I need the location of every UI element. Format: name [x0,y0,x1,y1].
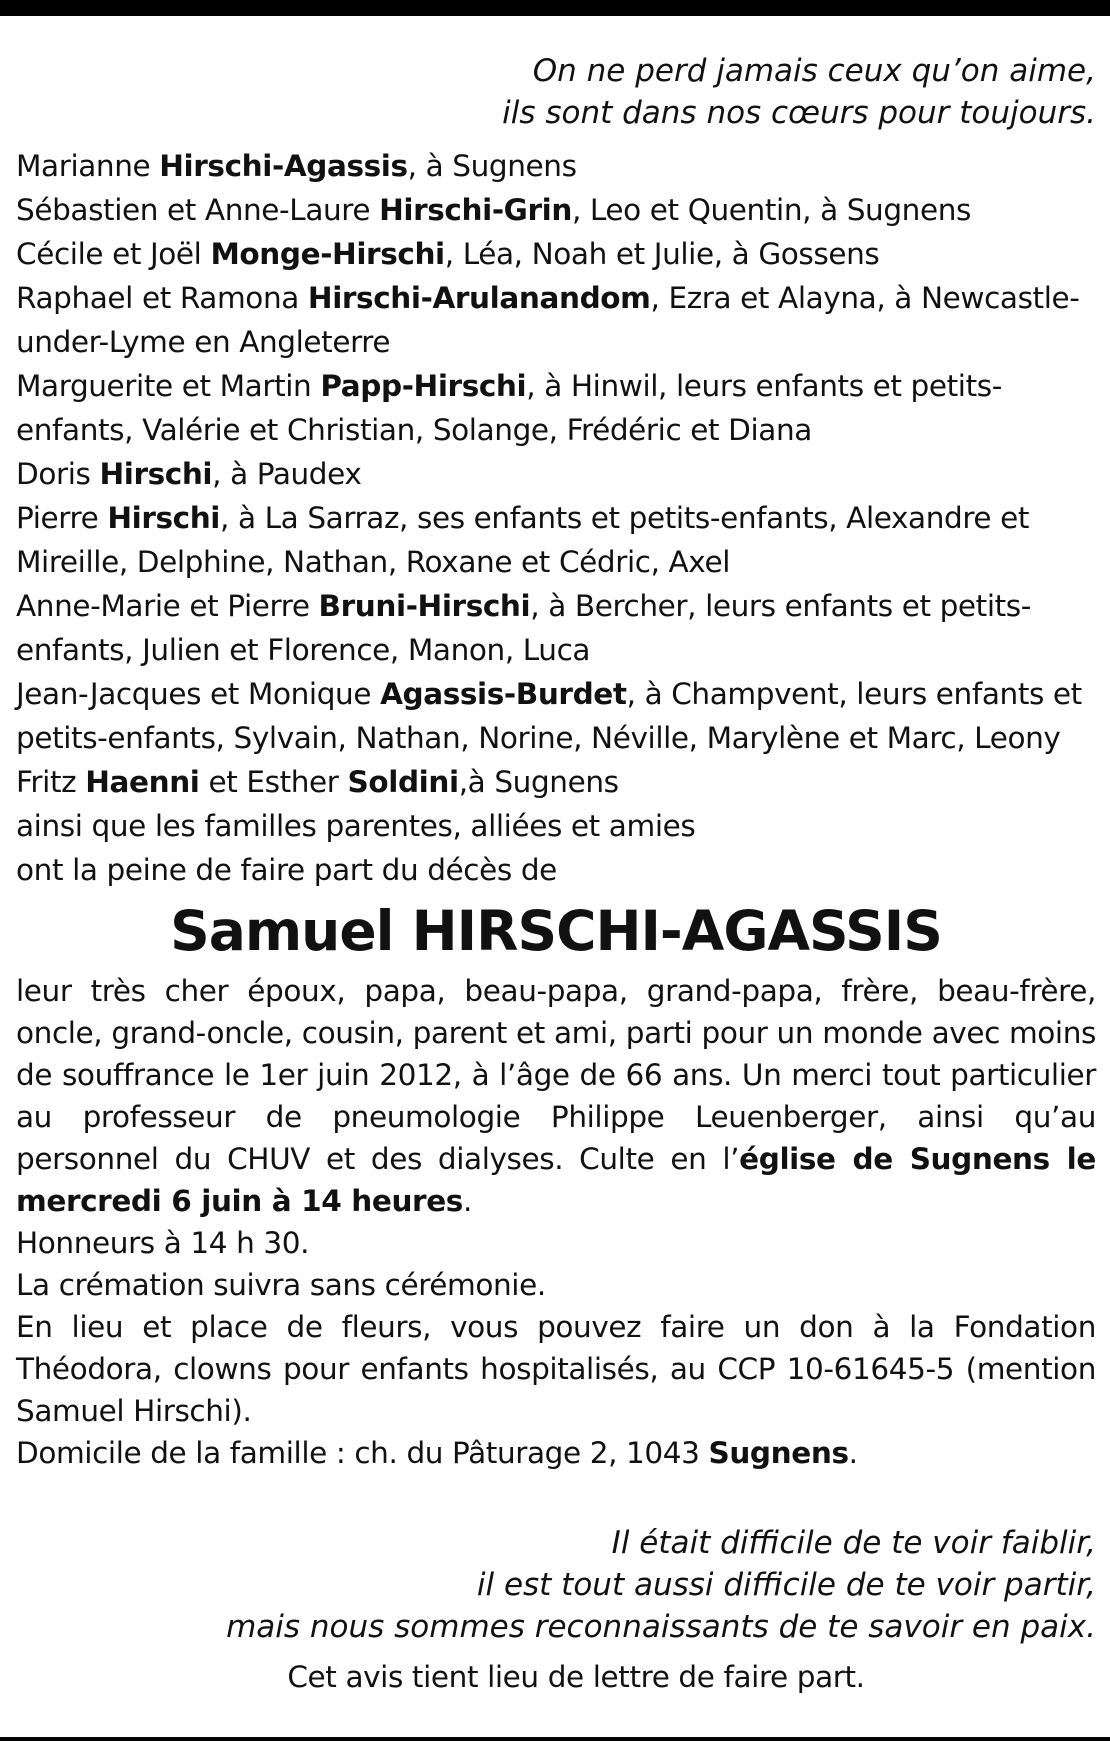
family-surname: Haenni [85,765,200,799]
ceremony-details: église de Sugnens le mercredi 6 juin à 14 heures [16,1142,1096,1218]
announcement-line: ont la peine de faire part du décès de [16,853,557,887]
family-surname: Hirschi-Arulanandom [307,281,651,315]
obituary-notice [16,50,1096,1698]
family-surname: Hirschi [99,457,213,491]
tribute-paragraph: leur très cher époux, papa, beau-papa, grand-papa, frère, beau-frère, oncle, grand-oncle, cousin, parent et ami, parti pour un monde avec moins de souffrance le 1er juin 2012, à l’âge de 66 ans. Un merci tout particulier au professeur de pneumologie Philippe Leuenberger, ainsi qu’au personnel du CHUV et des dialyses. Culte en l’église de Sugnens le mercredi 6 juin à 14 heures. [16,974,1096,1218]
family-line: Pierre Hirschi, à La Sarraz, ses enfants et petits-enfants, Alexandre et Mireille, Delphine, Nathan, Roxane et Cédric, Axel [16,501,1030,579]
family-line: Marguerite et Martin Papp-Hirschi, à Hinwil, leurs enfants et petits-enfants, Valérie et Christian, Solange, Frédéric et Diana [16,369,1002,447]
family-line: Anne-Marie et Pierre Bruni-Hirschi, à Bercher, leurs enfants et petits-enfants, Julien et Florence, Manon, Luca [16,589,1032,667]
family-line: Doris Hirschi, à Paudex [16,457,362,491]
family-line: Sébastien et Anne-Laure Hirschi-Grin, Leo et Quentin, à Sugnens [16,193,971,227]
family-surname: Bruni-Hirschi [318,589,531,623]
family-line: Cécile et Joël Monge-Hirschi, Léa, Noah et Julie, à Gossens [16,237,880,271]
extended-family-line: ainsi que les familles parentes, alliées et amies [16,809,696,843]
family-surname: Soldini [347,765,459,799]
family-line: Raphael et Ramona Hirschi-Arulanandom, Ezra et Alayna, à Newcastle-under-Lyme en Angleterre [16,281,1080,359]
opening-quote [16,50,1096,134]
family-address: Domicile de la famille : ch. du Pâturage 2, 1043 Sugnens. [16,1436,858,1470]
family-surname: Monge-Hirschi [210,237,445,271]
family-surname: Agassis-Burdet [380,677,627,711]
closing-quote [16,1522,1096,1648]
closing-quote-line-2: il est tout aussi difficile de te voir partir, [476,1567,1096,1603]
opening-quote-line-2: ils sont dans nos cœurs pour toujours. [502,95,1096,131]
top-border-rule [0,0,1110,16]
family-line: Marianne Hirschi-Agassis, à Sugnens [16,149,577,183]
family-list [16,144,1096,892]
family-surname: Hirschi-Grin [379,193,572,227]
deceased-name: Samuel HIRSCHI-AGASSIS [170,899,942,963]
closing-notice: Cet avis tient lieu de lettre de faire part. [287,1660,865,1694]
bottom-border-rule [0,1737,1110,1741]
family-line: Fritz Haenni et Esther Soldini,à Sugnens [16,765,619,799]
family-line: Jean-Jacques et Monique Agassis-Burdet, à Champvent, leurs enfants et petits-enfants, Sylvain, Nathan, Norine, Néville, Marylène et Marc, Leony [16,677,1082,755]
closing-quote-line-1: Il était difficile de te voir faiblir, [611,1525,1096,1561]
opening-quote-line-1: On ne perd jamais ceux qu’on aime, [532,53,1096,89]
family-surname: Papp-Hirschi [320,369,527,403]
family-surname: Hirschi-Agassis [159,149,408,183]
family-town: Sugnens [708,1436,849,1470]
notice-body [16,970,1096,1474]
closing-quote-line-3: mais nous sommes reconnaissants de te savoir en paix. [226,1609,1096,1645]
donation-note: En lieu et place de fleurs, vous pouvez faire un don à la Fondation Théodora, clowns pour enfants hospitalisés, au CCP 10-61645-5 (mention Samuel Hirschi). [16,1310,1096,1428]
family-surname: Hirschi [107,501,221,535]
cremation-note: La crémation suivra sans cérémonie. [16,1268,546,1302]
honours-time: Honneurs à 14 h 30. [16,1226,310,1260]
